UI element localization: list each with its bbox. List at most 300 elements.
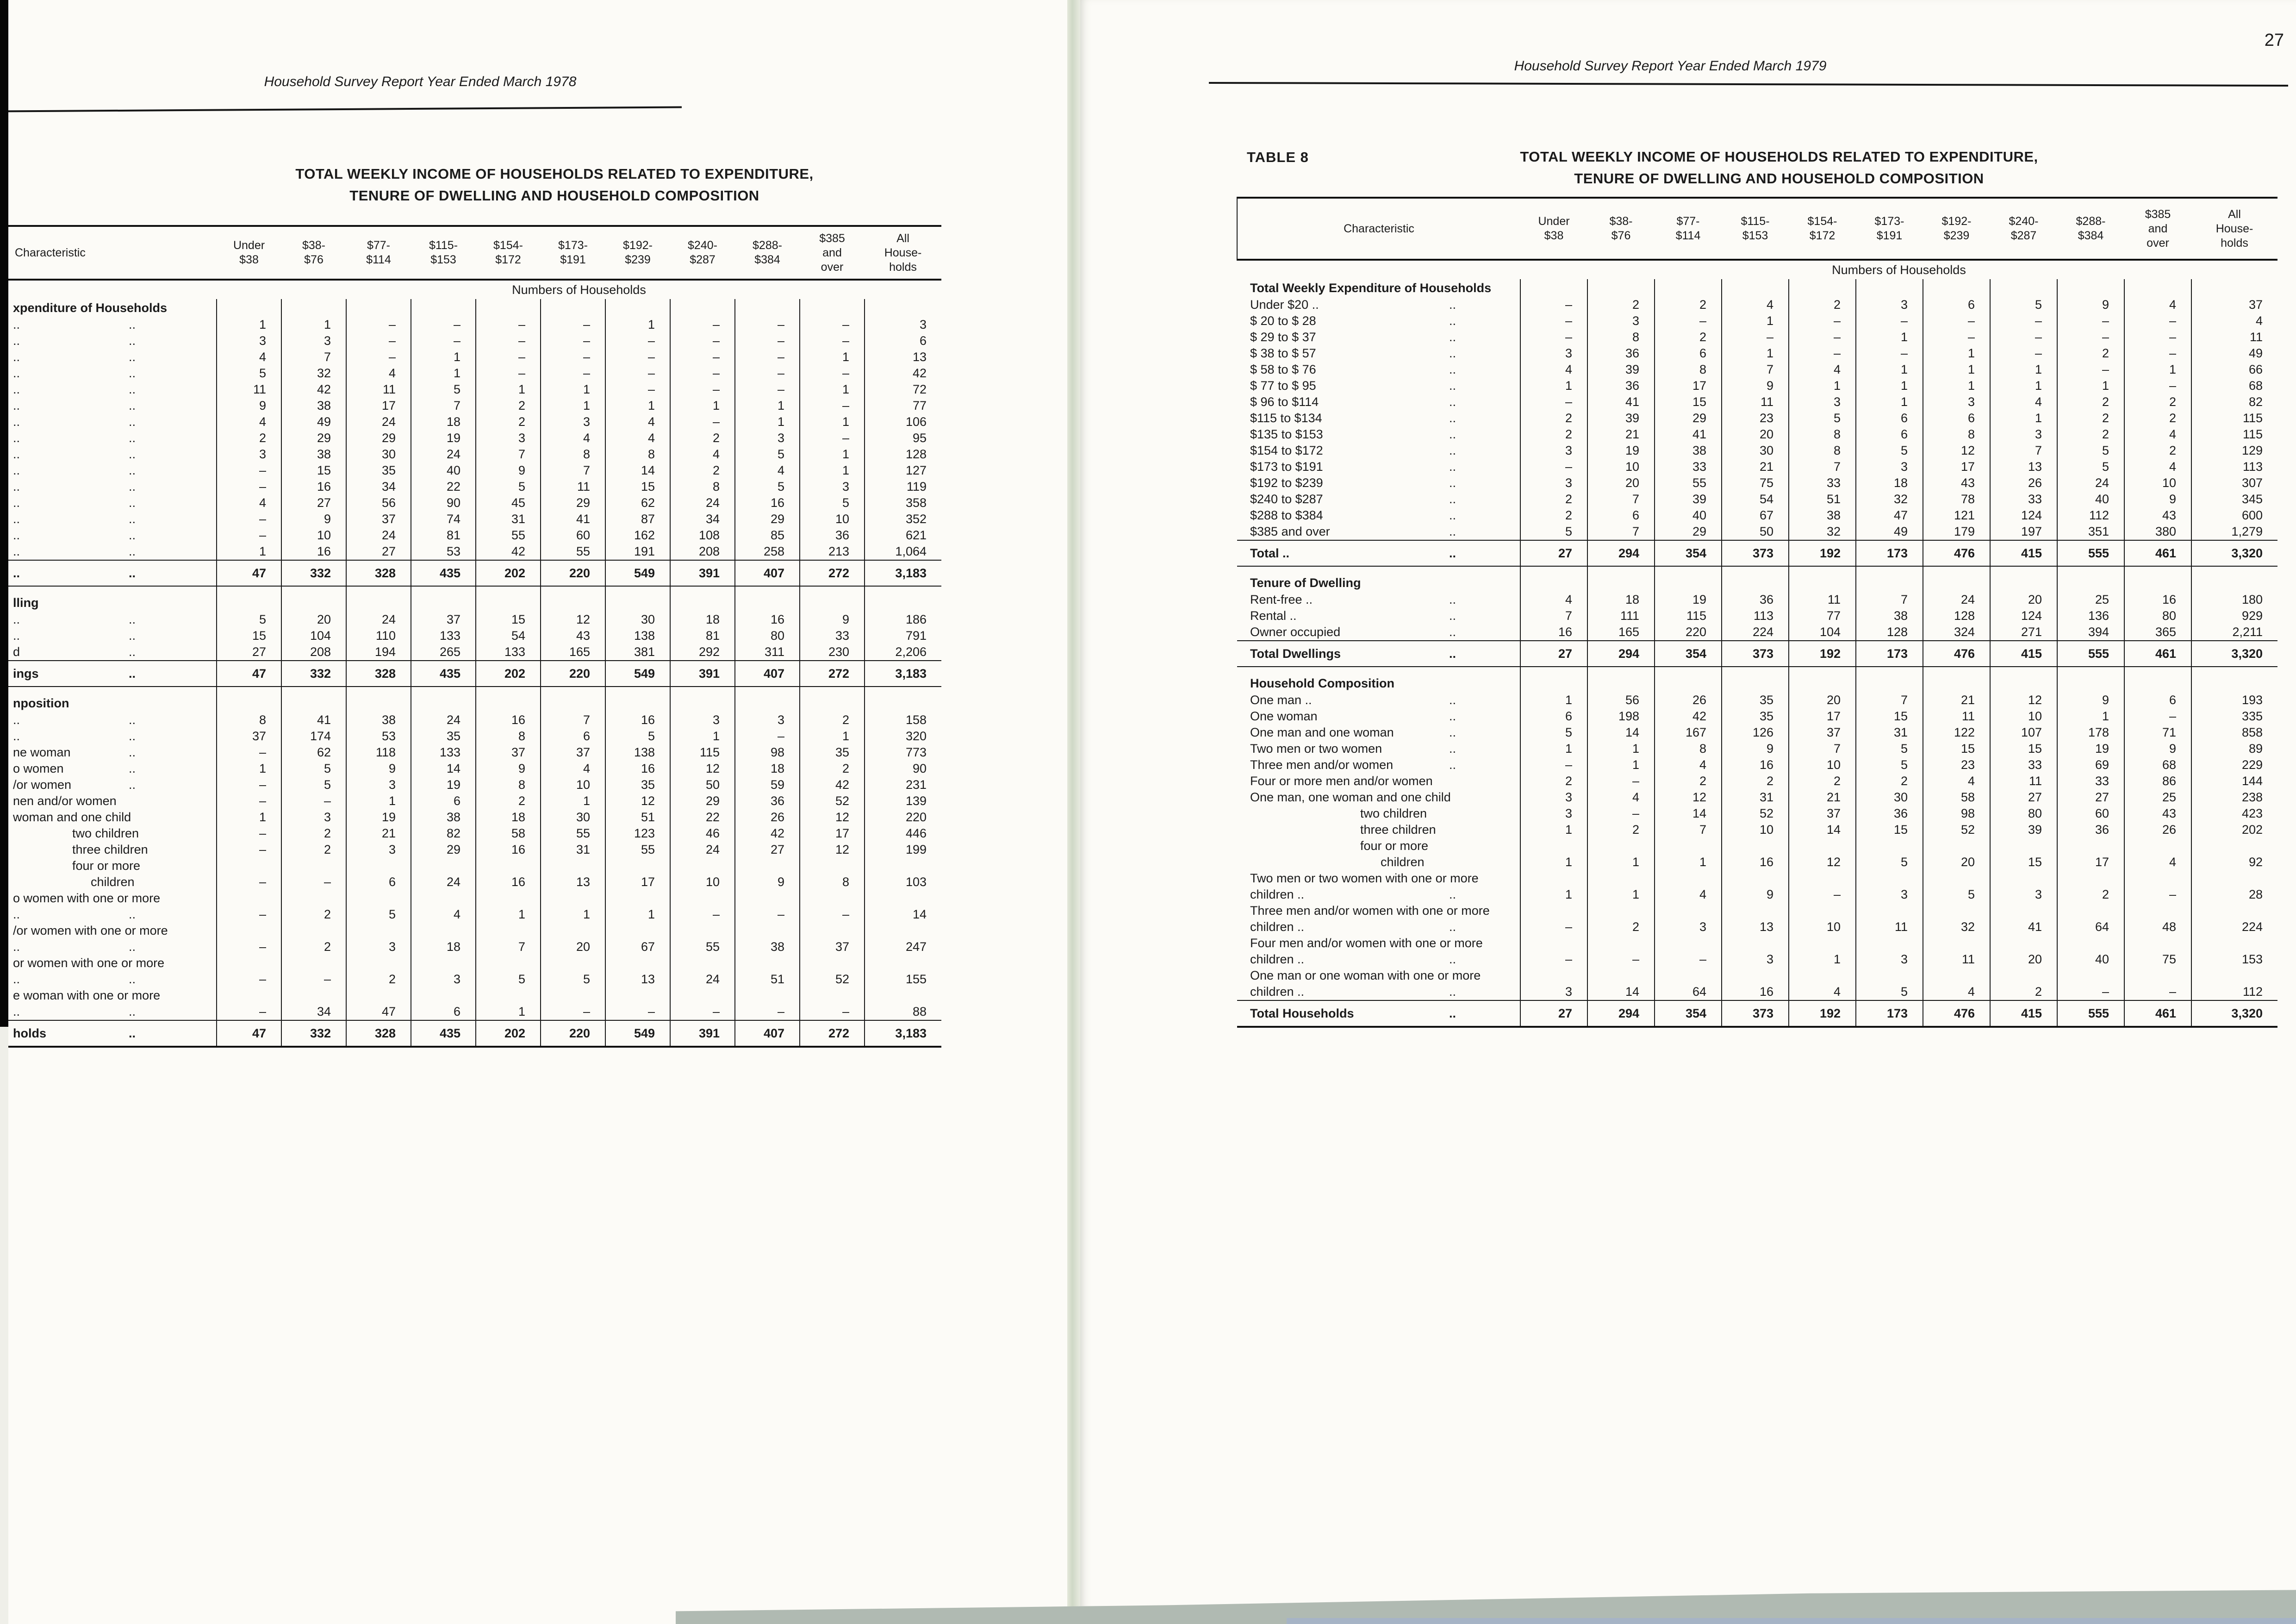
value-cell: 10 [541, 777, 605, 793]
data-row [1237, 524, 2277, 540]
value-cell: 40 [2057, 935, 2124, 968]
value-cell [2124, 279, 2191, 297]
data-row [1237, 345, 2277, 362]
value-cell [1587, 675, 1655, 692]
table-title-line1: TOTAL WEEKLY INCOME OF HOUSEHOLDS RELATED TO EXPENDITURE, [295, 166, 814, 182]
value-cell [541, 594, 605, 612]
value-cell: 20 [1722, 426, 1789, 443]
value-cell: 4 [1789, 968, 1856, 1000]
value-cell: 10 [1722, 822, 1789, 838]
value-cell: 294 [1587, 641, 1655, 667]
value-cell: 11 [1923, 708, 1990, 725]
value-cell: 180 [2191, 592, 2277, 608]
value-cell: 87 [605, 511, 670, 527]
value-cell: 60 [541, 527, 605, 543]
value-cell: 21 [1587, 426, 1655, 443]
value-cell: 7 [476, 446, 541, 462]
leader-dots: .. [1449, 920, 1456, 934]
value-cell: 14 [605, 462, 670, 479]
value-cell: 11 [541, 479, 605, 495]
value-cell: 27 [346, 543, 411, 560]
value-cell: 55 [541, 543, 605, 560]
value-cell: 10 [281, 527, 346, 543]
value-cell: – [605, 365, 670, 381]
value-cell [476, 594, 541, 612]
data-row [1237, 935, 2277, 968]
value-cell: 5 [735, 479, 800, 495]
left-page-1978 [8, 0, 1067, 1624]
data-row [8, 955, 941, 987]
value-cell: 16 [476, 842, 541, 858]
value-cell: 62 [605, 495, 670, 511]
value-cell: 14 [1587, 725, 1655, 741]
value-cell: 224 [1722, 624, 1789, 641]
value-cell: 14 [1587, 968, 1655, 1000]
value-cell: – [2124, 378, 2191, 394]
value-cell: 394 [2057, 624, 2124, 641]
value-cell: 18 [670, 612, 735, 628]
table-title-line1: TOTAL WEEKLY INCOME OF HOUSEHOLDS RELATED TO EXPENDITURE, [1520, 149, 2038, 165]
right-page-1979 [1080, 0, 2296, 1624]
value-cell [2057, 667, 2124, 675]
value-cell: 1 [1587, 838, 1655, 870]
data-row [8, 644, 941, 661]
value-cell: 89 [2191, 741, 2277, 757]
value-cell: 265 [411, 644, 476, 661]
column-header: $240- $287 [670, 226, 735, 280]
value-cell [800, 594, 865, 612]
row-label-cell: .. .. [8, 414, 217, 430]
value-cell: 41 [281, 712, 346, 728]
value-cell: 52 [800, 793, 865, 809]
value-cell: – [735, 987, 800, 1020]
value-cell: 3 [346, 842, 411, 858]
value-cell: 33 [1990, 757, 2057, 773]
value-cell [605, 687, 670, 694]
value-cell: 42 [281, 381, 346, 398]
value-cell: 3 [1789, 394, 1856, 410]
right-data-table [1237, 197, 2277, 1028]
data-row [1237, 708, 2277, 725]
leader-dots: .. [129, 566, 136, 580]
row-label-cell: $240 to $287 .. [1237, 491, 1520, 507]
value-cell: 8 [1655, 362, 1722, 378]
row-label-cell: One woman .. [1237, 708, 1520, 725]
value-cell: 55 [541, 825, 605, 842]
value-cell: 55 [670, 923, 735, 955]
value-cell: 51 [605, 809, 670, 825]
value-cell: – [217, 511, 281, 527]
value-cell [2057, 566, 2124, 574]
data-row [1237, 773, 2277, 789]
leader-dots: .. [1449, 758, 1456, 772]
value-cell: 36 [1856, 806, 1923, 822]
value-cell: 332 [281, 560, 346, 586]
value-cell: – [541, 317, 605, 333]
data-row [8, 349, 941, 365]
value-cell: 173 [1856, 540, 1923, 566]
value-cell: 29 [281, 430, 346, 446]
value-cell: 7 [1856, 592, 1923, 608]
data-row [1237, 903, 2277, 935]
value-cell: 2 [1856, 773, 1923, 789]
value-cell: 3 [1520, 789, 1587, 806]
value-cell: 68 [2191, 378, 2277, 394]
column-header: $115- $153 [411, 226, 476, 280]
value-cell: 13 [1990, 459, 2057, 475]
value-cell: 6 [1520, 708, 1587, 725]
value-cell: 78 [1923, 491, 1990, 507]
value-cell: 1 [346, 793, 411, 809]
value-cell: 9 [281, 511, 346, 527]
value-cell: – [1587, 935, 1655, 968]
value-cell: 16 [1722, 757, 1789, 773]
value-cell: 9 [2124, 741, 2191, 757]
leader-dots: .. [1449, 395, 1456, 409]
value-cell: 9 [2124, 491, 2191, 507]
value-cell: 1 [541, 381, 605, 398]
data-row [1237, 313, 2277, 329]
value-cell: 208 [281, 644, 346, 661]
value-cell: 3 [1990, 426, 2057, 443]
value-cell: 16 [735, 612, 800, 628]
row-label-cell: .. .. [8, 430, 217, 446]
row-label-cell: Three men and/or women with one or more children .. .. [1237, 903, 1520, 935]
value-cell: 13 [1722, 903, 1789, 935]
value-cell: 435 [411, 560, 476, 586]
value-cell: 1 [1923, 362, 1990, 378]
value-cell [1655, 667, 1722, 675]
value-cell: 129 [2191, 443, 2277, 459]
value-cell: 220 [541, 661, 605, 687]
value-cell: 5 [1856, 838, 1923, 870]
value-cell: 5 [1990, 297, 2057, 313]
leader-dots: .. [129, 431, 136, 445]
leader-dots: .. [1449, 508, 1456, 522]
value-cell: 555 [2057, 540, 2124, 566]
value-cell: 37 [411, 612, 476, 628]
value-cell: 549 [605, 661, 670, 687]
value-cell: 192 [1789, 540, 1856, 566]
value-cell: 1 [1789, 935, 1856, 968]
row-label-cell: two children [72, 826, 139, 840]
value-cell: 461 [2124, 540, 2191, 566]
value-cell: 20 [1587, 475, 1655, 491]
data-row [1237, 789, 2277, 806]
value-cell: 36 [800, 527, 865, 543]
value-cell: 81 [411, 527, 476, 543]
value-cell: 12 [800, 842, 865, 858]
scan-bottom-edge [1287, 1618, 2296, 1624]
row-label-cell: $115 to $134 .. [1237, 410, 1520, 426]
value-cell: 332 [281, 1020, 346, 1047]
value-cell: 82 [2191, 394, 2277, 410]
value-cell [541, 694, 605, 712]
value-cell: 34 [346, 479, 411, 495]
value-cell: 15 [1990, 838, 2057, 870]
row-label-cell: .. .. [8, 712, 217, 728]
value-cell: 3 [1520, 443, 1587, 459]
section-gap-row [1237, 667, 2277, 675]
value-cell: 2 [2057, 345, 2124, 362]
value-cell: 3 [346, 923, 411, 955]
value-cell: 4 [217, 495, 281, 511]
value-cell: 10 [670, 858, 735, 890]
value-cell: 4 [2124, 838, 2191, 870]
value-cell [1923, 667, 1990, 675]
value-cell: 33 [1789, 475, 1856, 491]
value-cell: 40 [411, 462, 476, 479]
value-cell: – [476, 317, 541, 333]
value-cell: 5 [1856, 757, 1923, 773]
column-header: $192- $239 [605, 226, 670, 280]
value-cell: 2 [670, 462, 735, 479]
column-header: $240- $287 [1990, 198, 2057, 260]
value-cell: 35 [411, 728, 476, 744]
section-heading: Tenure of Dwelling [1250, 575, 1361, 590]
value-cell: 18 [476, 809, 541, 825]
data-row [8, 712, 941, 728]
value-cell: 122 [1923, 725, 1990, 741]
value-cell: 7 [411, 398, 476, 414]
leader-dots: .. [1449, 887, 1456, 901]
row-label-cell: Total Dwellings .. [1237, 641, 1520, 667]
data-row [1237, 491, 2277, 507]
section-heading: nposition [13, 696, 69, 710]
value-cell: 10 [2124, 475, 2191, 491]
value-cell: 19 [2057, 741, 2124, 757]
value-cell: 178 [2057, 725, 2124, 741]
value-cell: 27 [217, 644, 281, 661]
value-cell: 202 [476, 560, 541, 586]
value-cell: 1 [1587, 870, 1655, 903]
value-cell: 28 [2191, 870, 2277, 903]
value-cell: 15 [1856, 708, 1923, 725]
value-cell: 29 [1655, 524, 1722, 540]
data-row [1237, 394, 2277, 410]
value-cell: 16 [476, 712, 541, 728]
row-label-cell: Rental .. .. [1237, 608, 1520, 624]
value-cell: – [217, 955, 281, 987]
value-cell: 9 [735, 858, 800, 890]
leader-dots: .. [1449, 709, 1456, 723]
table-title-line2: TENURE OF DWELLING AND HOUSEHOLD COMPOSITION [349, 187, 759, 204]
value-cell: – [735, 890, 800, 923]
value-cell: 3 [1856, 870, 1923, 903]
data-row [1237, 870, 2277, 903]
value-cell: 62 [281, 744, 346, 761]
value-cell: 15 [605, 479, 670, 495]
value-cell: – [1789, 329, 1856, 345]
value-cell: 15 [1923, 741, 1990, 757]
row-label-cell: .. .. [8, 511, 217, 527]
value-cell: 2 [1655, 329, 1722, 345]
value-cell [865, 586, 941, 594]
row-label-cell: d .. [8, 644, 217, 661]
data-row [8, 479, 941, 495]
value-cell [2191, 574, 2277, 592]
value-cell: 15 [476, 612, 541, 628]
value-cell: – [1990, 313, 2057, 329]
value-cell: 19 [346, 809, 411, 825]
value-cell: 124 [1990, 507, 2057, 524]
value-cell: 34 [281, 987, 346, 1020]
value-cell: – [2124, 708, 2191, 725]
value-cell: 1 [735, 414, 800, 430]
value-cell: 16 [476, 858, 541, 890]
leader-dots: .. [1449, 492, 1456, 506]
value-cell: 6 [1923, 297, 1990, 313]
section-heading-row [1237, 279, 2277, 297]
value-cell: 1 [605, 398, 670, 414]
row-label-cell: three children [72, 843, 148, 856]
value-cell: 167 [1655, 725, 1722, 741]
value-cell: 1 [476, 890, 541, 923]
leader-dots: .. [129, 1026, 136, 1040]
value-cell: 4 [1789, 362, 1856, 378]
row-label-cell: .. .. [8, 543, 217, 560]
value-cell: 18 [1856, 475, 1923, 491]
value-cell: 555 [2057, 641, 2124, 667]
value-cell: 2 [1789, 773, 1856, 789]
value-cell: 64 [1655, 968, 1722, 1000]
value-cell: – [217, 527, 281, 543]
leader-dots: .. [1449, 742, 1456, 756]
leader-dots: .. [129, 415, 136, 429]
value-cell: 38 [281, 398, 346, 414]
value-cell: 20 [1789, 692, 1856, 708]
value-cell: 1 [800, 462, 865, 479]
value-cell: 415 [1990, 641, 2057, 667]
leader-dots: .. [1449, 525, 1456, 538]
value-cell: 27 [735, 842, 800, 858]
value-cell: – [346, 333, 411, 349]
value-cell [1923, 279, 1990, 297]
value-cell: 621 [865, 527, 941, 543]
value-cell: 36 [1587, 378, 1655, 394]
data-row [8, 462, 941, 479]
value-cell: 80 [2124, 608, 2191, 624]
value-cell [1520, 675, 1587, 692]
value-cell: 1,064 [865, 543, 941, 560]
value-cell: 162 [605, 527, 670, 543]
row-label-cell: .. .. [8, 479, 217, 495]
value-cell [800, 586, 865, 594]
value-cell [411, 687, 476, 694]
value-cell: 20 [1990, 592, 2057, 608]
value-cell: 3 [1923, 394, 1990, 410]
data-row [8, 793, 941, 809]
value-cell: 1 [1655, 838, 1722, 870]
value-cell: 3 [281, 809, 346, 825]
value-cell: 38 [1655, 443, 1722, 459]
value-cell: – [605, 333, 670, 349]
value-cell: 6 [1856, 410, 1923, 426]
leader-dots: .. [129, 463, 136, 477]
value-cell: 202 [476, 661, 541, 687]
value-cell [735, 687, 800, 694]
scan-edge-strip [0, 0, 8, 1027]
data-row [1237, 838, 2277, 870]
value-cell: 14 [865, 890, 941, 923]
value-cell [605, 299, 670, 317]
value-cell: 13 [605, 955, 670, 987]
value-cell [1520, 574, 1587, 592]
value-cell: – [411, 317, 476, 333]
value-cell: 193 [2191, 692, 2277, 708]
column-header: $77- $114 [1655, 198, 1722, 260]
data-row [8, 728, 941, 744]
row-label-cell: Under $20 .. .. [1237, 297, 1520, 313]
column-header: $173- $191 [541, 226, 605, 280]
value-cell: 29 [735, 511, 800, 527]
value-cell: 4 [1655, 757, 1722, 773]
value-cell: 47 [1856, 507, 1923, 524]
value-cell: 3 [346, 777, 411, 793]
value-cell: 2 [476, 398, 541, 414]
value-cell: 4 [1722, 297, 1789, 313]
data-row [8, 628, 941, 644]
value-cell [476, 694, 541, 712]
value-cell: 6 [346, 858, 411, 890]
value-cell: 5 [346, 890, 411, 923]
value-cell: 121 [1923, 507, 1990, 524]
row-label-cell: .. .. [8, 446, 217, 462]
value-cell: 1 [1722, 313, 1789, 329]
leader-dots: .. [129, 350, 136, 364]
data-row [1237, 507, 2277, 524]
data-row [8, 317, 941, 333]
table-title-right [1339, 146, 2219, 189]
value-cell [1722, 574, 1789, 592]
value-cell: 271 [1990, 624, 2057, 641]
value-cell: – [1990, 329, 2057, 345]
value-cell: 75 [2124, 935, 2191, 968]
value-cell: 15 [217, 628, 281, 644]
value-cell: 38 [346, 712, 411, 728]
value-cell: 45 [476, 495, 541, 511]
value-cell: 272 [800, 1020, 865, 1047]
value-cell: 549 [605, 560, 670, 586]
value-cell: 46 [670, 825, 735, 842]
value-cell: 1 [800, 381, 865, 398]
value-cell: 5 [1856, 968, 1923, 1000]
value-cell: 2 [800, 761, 865, 777]
value-cell: 19 [411, 430, 476, 446]
data-row [8, 414, 941, 430]
spanner-row [8, 280, 941, 299]
value-cell: 3,183 [865, 560, 941, 586]
row-label-cell: Owner occupied .. [1237, 624, 1520, 641]
value-cell: – [541, 987, 605, 1020]
value-cell: 3 [411, 955, 476, 987]
value-cell: 3 [1856, 297, 1923, 313]
leader-dots: .. [129, 544, 136, 558]
value-cell: 53 [346, 728, 411, 744]
value-cell [1990, 675, 2057, 692]
value-cell: 43 [2124, 507, 2191, 524]
value-cell: 5 [411, 381, 476, 398]
value-cell: 1 [217, 761, 281, 777]
value-cell [411, 586, 476, 594]
leader-dots: .. [1449, 1006, 1456, 1020]
column-header: All House- holds [865, 226, 941, 280]
value-cell: 3 [1520, 345, 1587, 362]
section-heading-row [1237, 675, 2277, 692]
value-cell: 220 [865, 809, 941, 825]
value-cell: 4 [735, 462, 800, 479]
value-cell: 358 [865, 495, 941, 511]
